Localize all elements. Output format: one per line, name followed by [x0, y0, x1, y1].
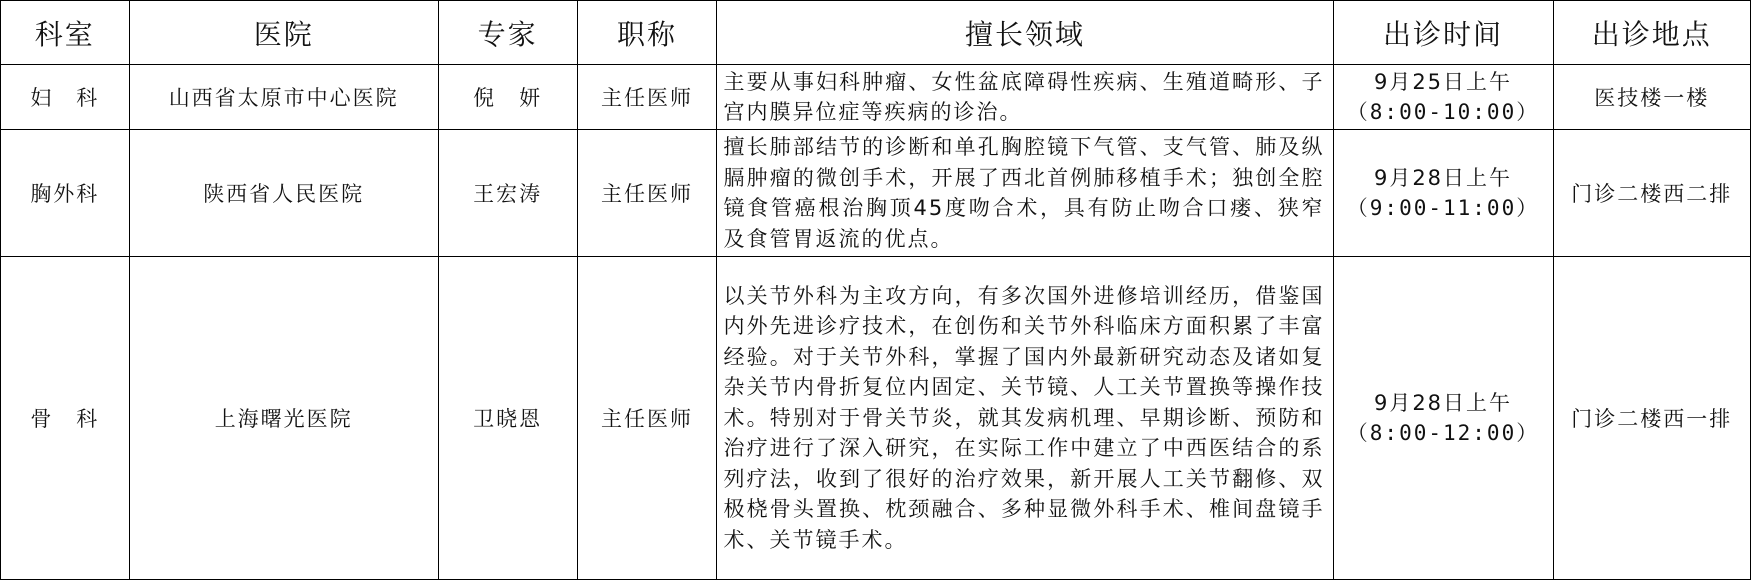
- cell-hospital: 上海曙光医院: [129, 257, 438, 580]
- visit-date: 9月25日上午: [1373, 70, 1513, 94]
- table-row: [1, 65, 1751, 130]
- cell-expert: 倪 妍: [438, 65, 577, 130]
- header-location: 出诊地点: [1553, 1, 1750, 65]
- cell-department: 胸外科: [1, 130, 130, 257]
- cell-time: [1333, 257, 1553, 580]
- visit-hours: （8:00-12:00）: [1346, 421, 1540, 445]
- cell-title: 主任医师: [577, 65, 717, 130]
- header-row: [1, 1, 1751, 65]
- cell-hospital: 陕西省人民医院: [129, 130, 438, 257]
- cell-location: 医技楼一楼: [1553, 65, 1750, 130]
- cell-time: [1333, 130, 1553, 257]
- visit-date: 9月28日上午: [1373, 391, 1513, 415]
- cell-title: 主任医师: [577, 257, 717, 580]
- visit-hours: （9:00-11:00）: [1346, 196, 1540, 220]
- cell-department: 骨 科: [1, 257, 130, 580]
- cell-expert: 卫晓恩: [438, 257, 577, 580]
- table-row: [1, 130, 1751, 257]
- header-time: 出诊时间: [1333, 1, 1553, 65]
- cell-specialty: 以关节外科为主攻方向，有多次国外进修培训经历，借鉴国内外先进诊疗技术，在创伤和关节外科临床方面积累了丰富经验。对于关节外科，掌握了国内外最新研究动态及诸如复杂关节内骨折复位内固定、关节镜、人工关节置换等操作技术。特别对于骨关节炎，就其发病机理、早期诊断、预防和治疗进行了深入研究，在实际工作中建立了中西医结合的系列疗法，收到了很好的治疗效果，新开展人工关节翻修、双极桡骨头置换、枕颈融合、多种显微外科手术、椎间盘镜手术、关节镜手术。: [717, 257, 1333, 580]
- cell-title: 主任医师: [577, 130, 717, 257]
- cell-location: 门诊二楼西一排: [1553, 257, 1750, 580]
- visit-hours: （8:00-10:00）: [1346, 100, 1540, 124]
- header-specialty: 擅长领域: [717, 1, 1333, 65]
- table-row: [1, 257, 1751, 580]
- cell-location: 门诊二楼西二排: [1553, 130, 1750, 257]
- cell-specialty: 擅长肺部结节的诊断和单孔胸腔镜下气管、支气管、肺及纵膈肿瘤的微创手术，开展了西北首例肺移植手术；独创全腔镜食管癌根治胸顶45度吻合术，具有防止吻合口瘘、狭窄及食管胃返流的优点。: [717, 130, 1333, 257]
- cell-department: 妇 科: [1, 65, 130, 130]
- cell-expert: 王宏涛: [438, 130, 577, 257]
- cell-time: [1333, 65, 1553, 130]
- header-department: 科室: [1, 1, 130, 65]
- visit-date: 9月28日上午: [1373, 166, 1513, 190]
- cell-hospital: 山西省太原市中心医院: [129, 65, 438, 130]
- header-expert: 专家: [438, 1, 577, 65]
- header-hospital: 医院: [129, 1, 438, 65]
- cell-specialty: 主要从事妇科肿瘤、女性盆底障碍性疾病、生殖道畸形、子宫内膜异位症等疾病的诊治。: [717, 65, 1333, 130]
- header-title: 职称: [577, 1, 717, 65]
